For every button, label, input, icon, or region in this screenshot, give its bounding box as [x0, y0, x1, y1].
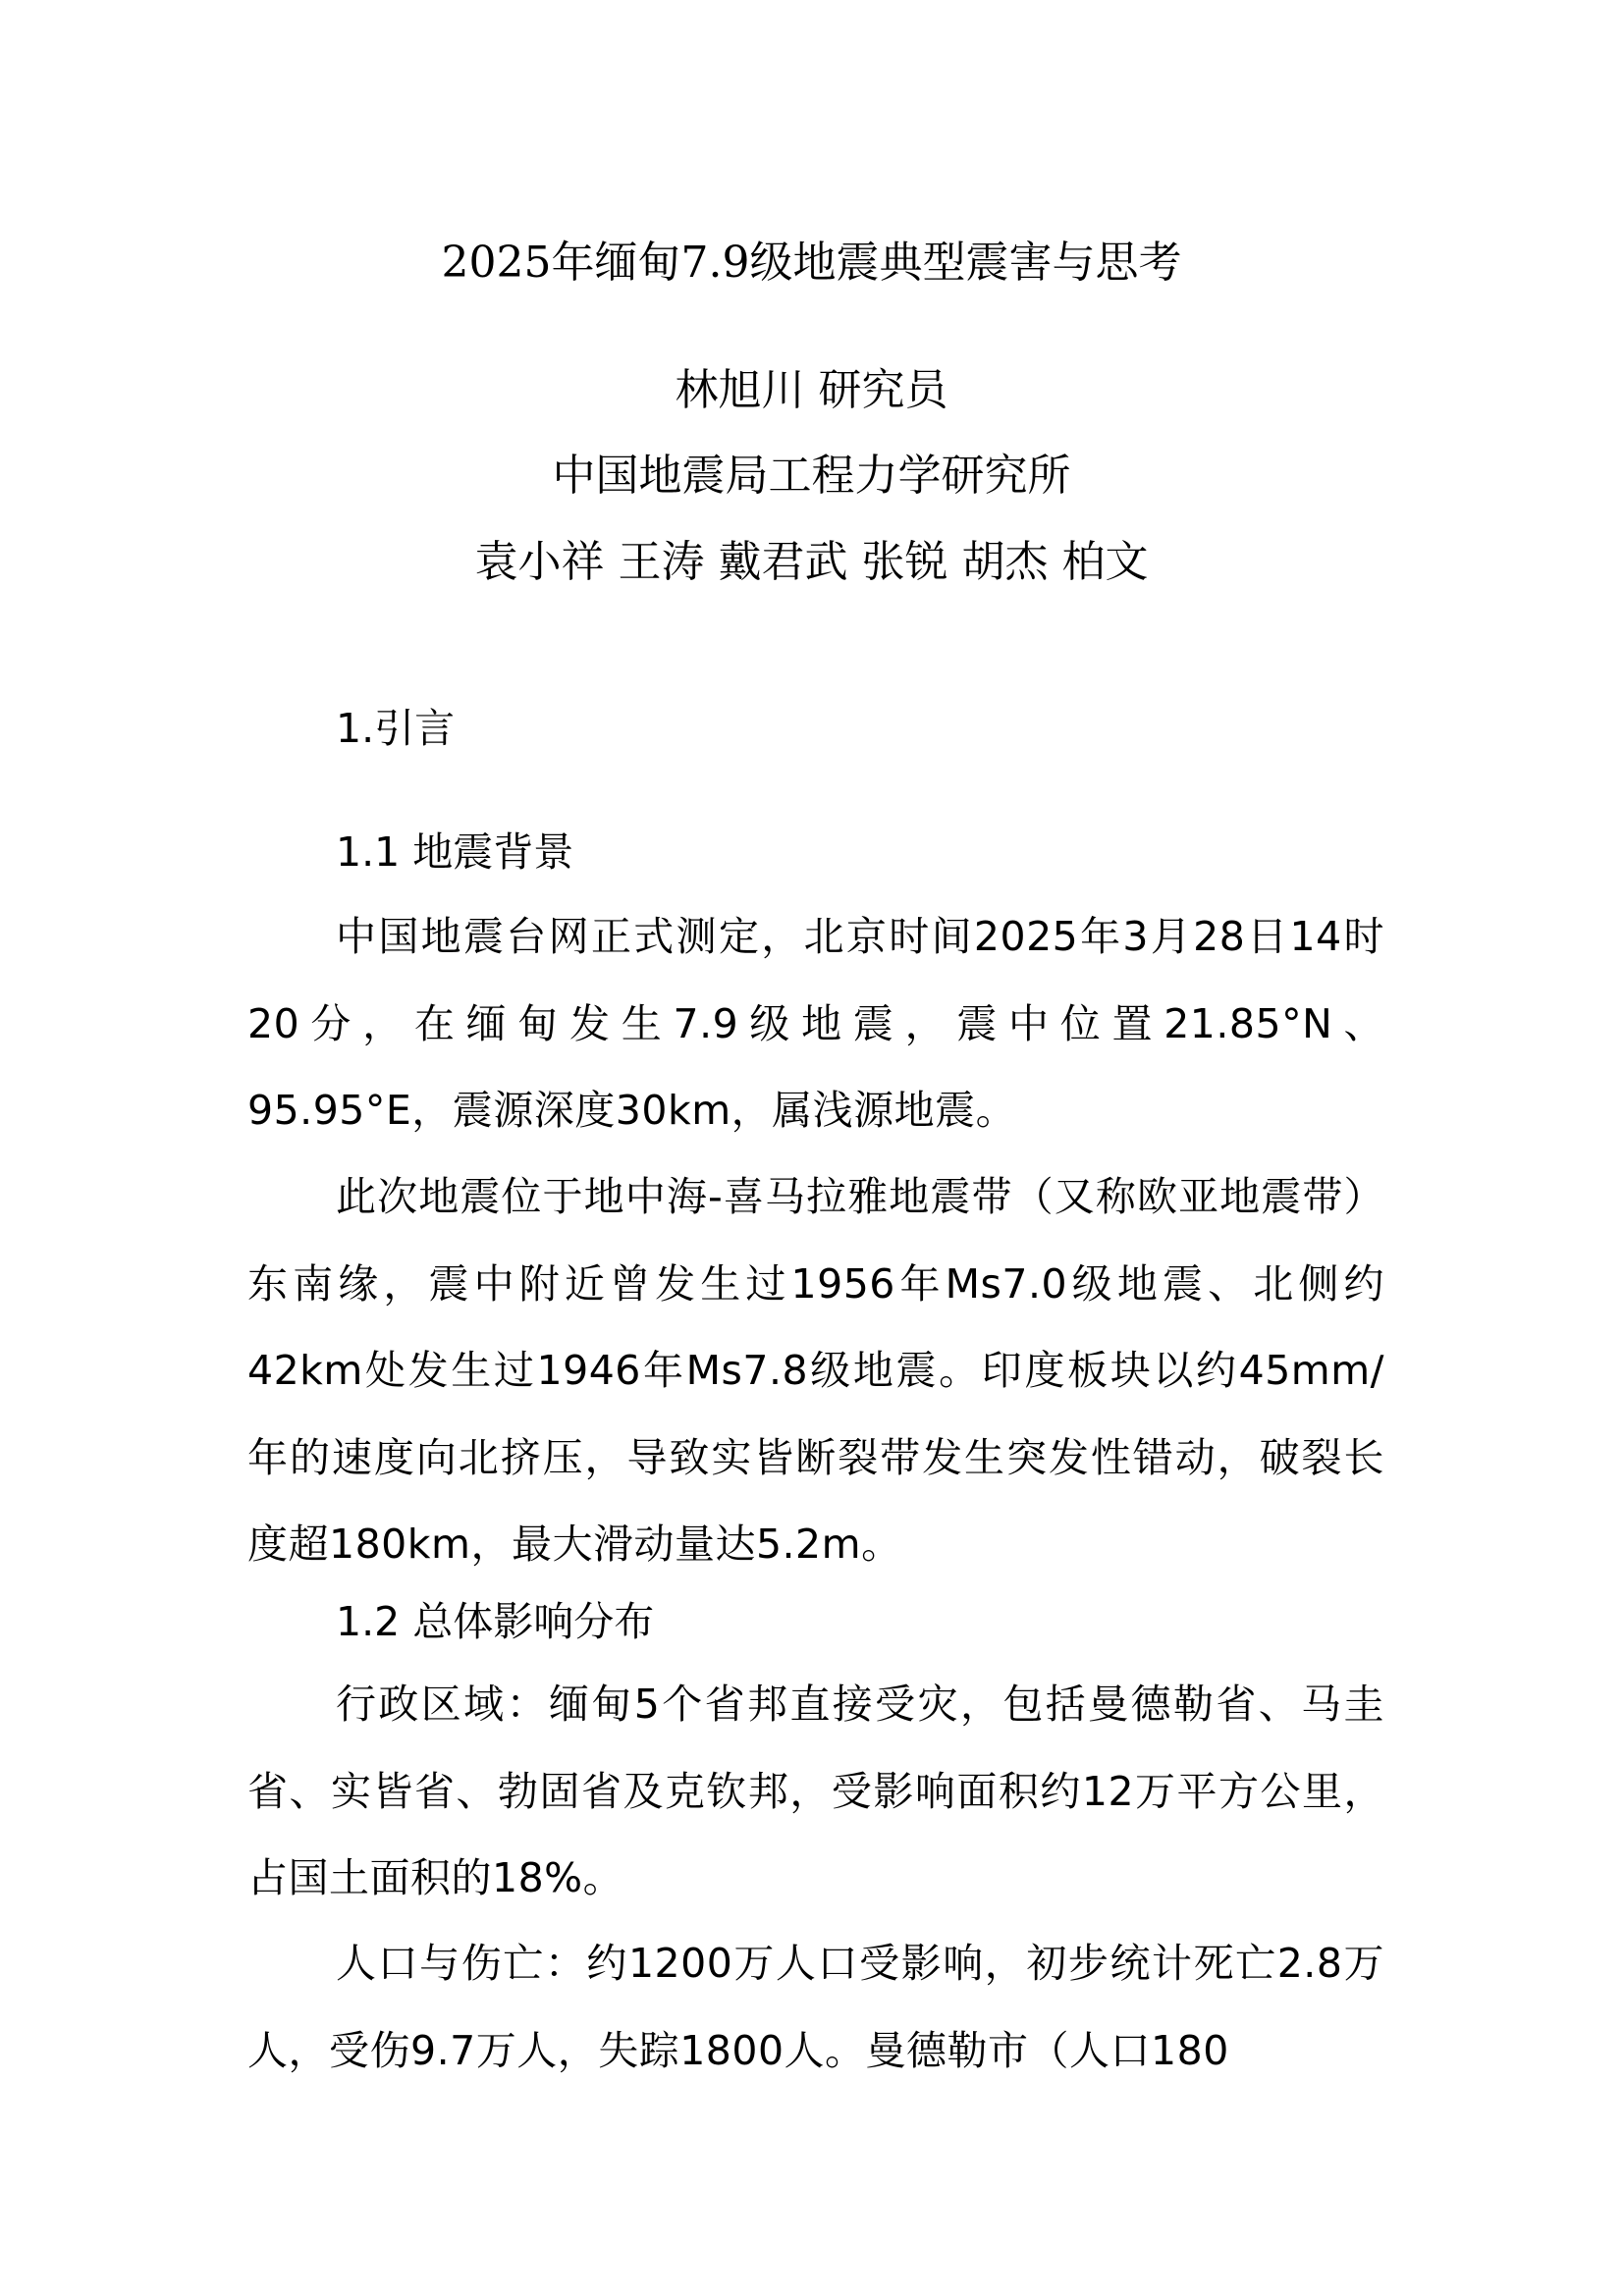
coauthors-line: 袁小祥 王涛 戴君武 张锐 胡杰 柏文	[474, 537, 1149, 587]
paragraph-impact-2: 人口与伤亡：约1200万人口受影响，初步统计死亡2.8万人，受伤9.7万人，失踪1800人。曼德勒市（人口180	[247, 1940, 1384, 2074]
paragraph-impact-1: 行政区域：缅甸5个省邦直接受灾，包括曼德勒省、马圭省、实皆省、勃固省及克钦邦，受影响面积约12万平方公里，占国土面积的18%。	[247, 1681, 1384, 1901]
institution-line: 中国地震局工程力学研究所	[552, 451, 1071, 501]
document-title: 2025年缅甸7.9级地震典型震害与思考	[441, 238, 1182, 288]
section-heading-introduction: 1.引言	[336, 705, 456, 752]
author-line: 林旭川 研究员	[675, 365, 948, 415]
paragraph-background-2: 此次地震位于地中海-喜马拉雅地震带（又称欧亚地震带）东南缘，震中附近曾发生过1956年Ms7.0级地震、北侧约42km处发生过1946年Ms7.8级地震。印度板块以约45mm/年的速度向北挤压，导致实皆断裂带发生突发性错动，破裂长度超180km，最大滑动量达5.2m。	[247, 1173, 1384, 1568]
paragraph-background-1: 中国地震台网正式测定，北京时间2025年3月28日14时20分，在缅甸发生7.9级地震，震中位置21.85°N、95.95°E，震源深度30km，属浅源地震。	[247, 913, 1384, 1134]
section-heading-impact: 1.2 总体影响分布	[336, 1598, 655, 1645]
section-heading-background: 1.1 地震背景	[336, 828, 574, 876]
